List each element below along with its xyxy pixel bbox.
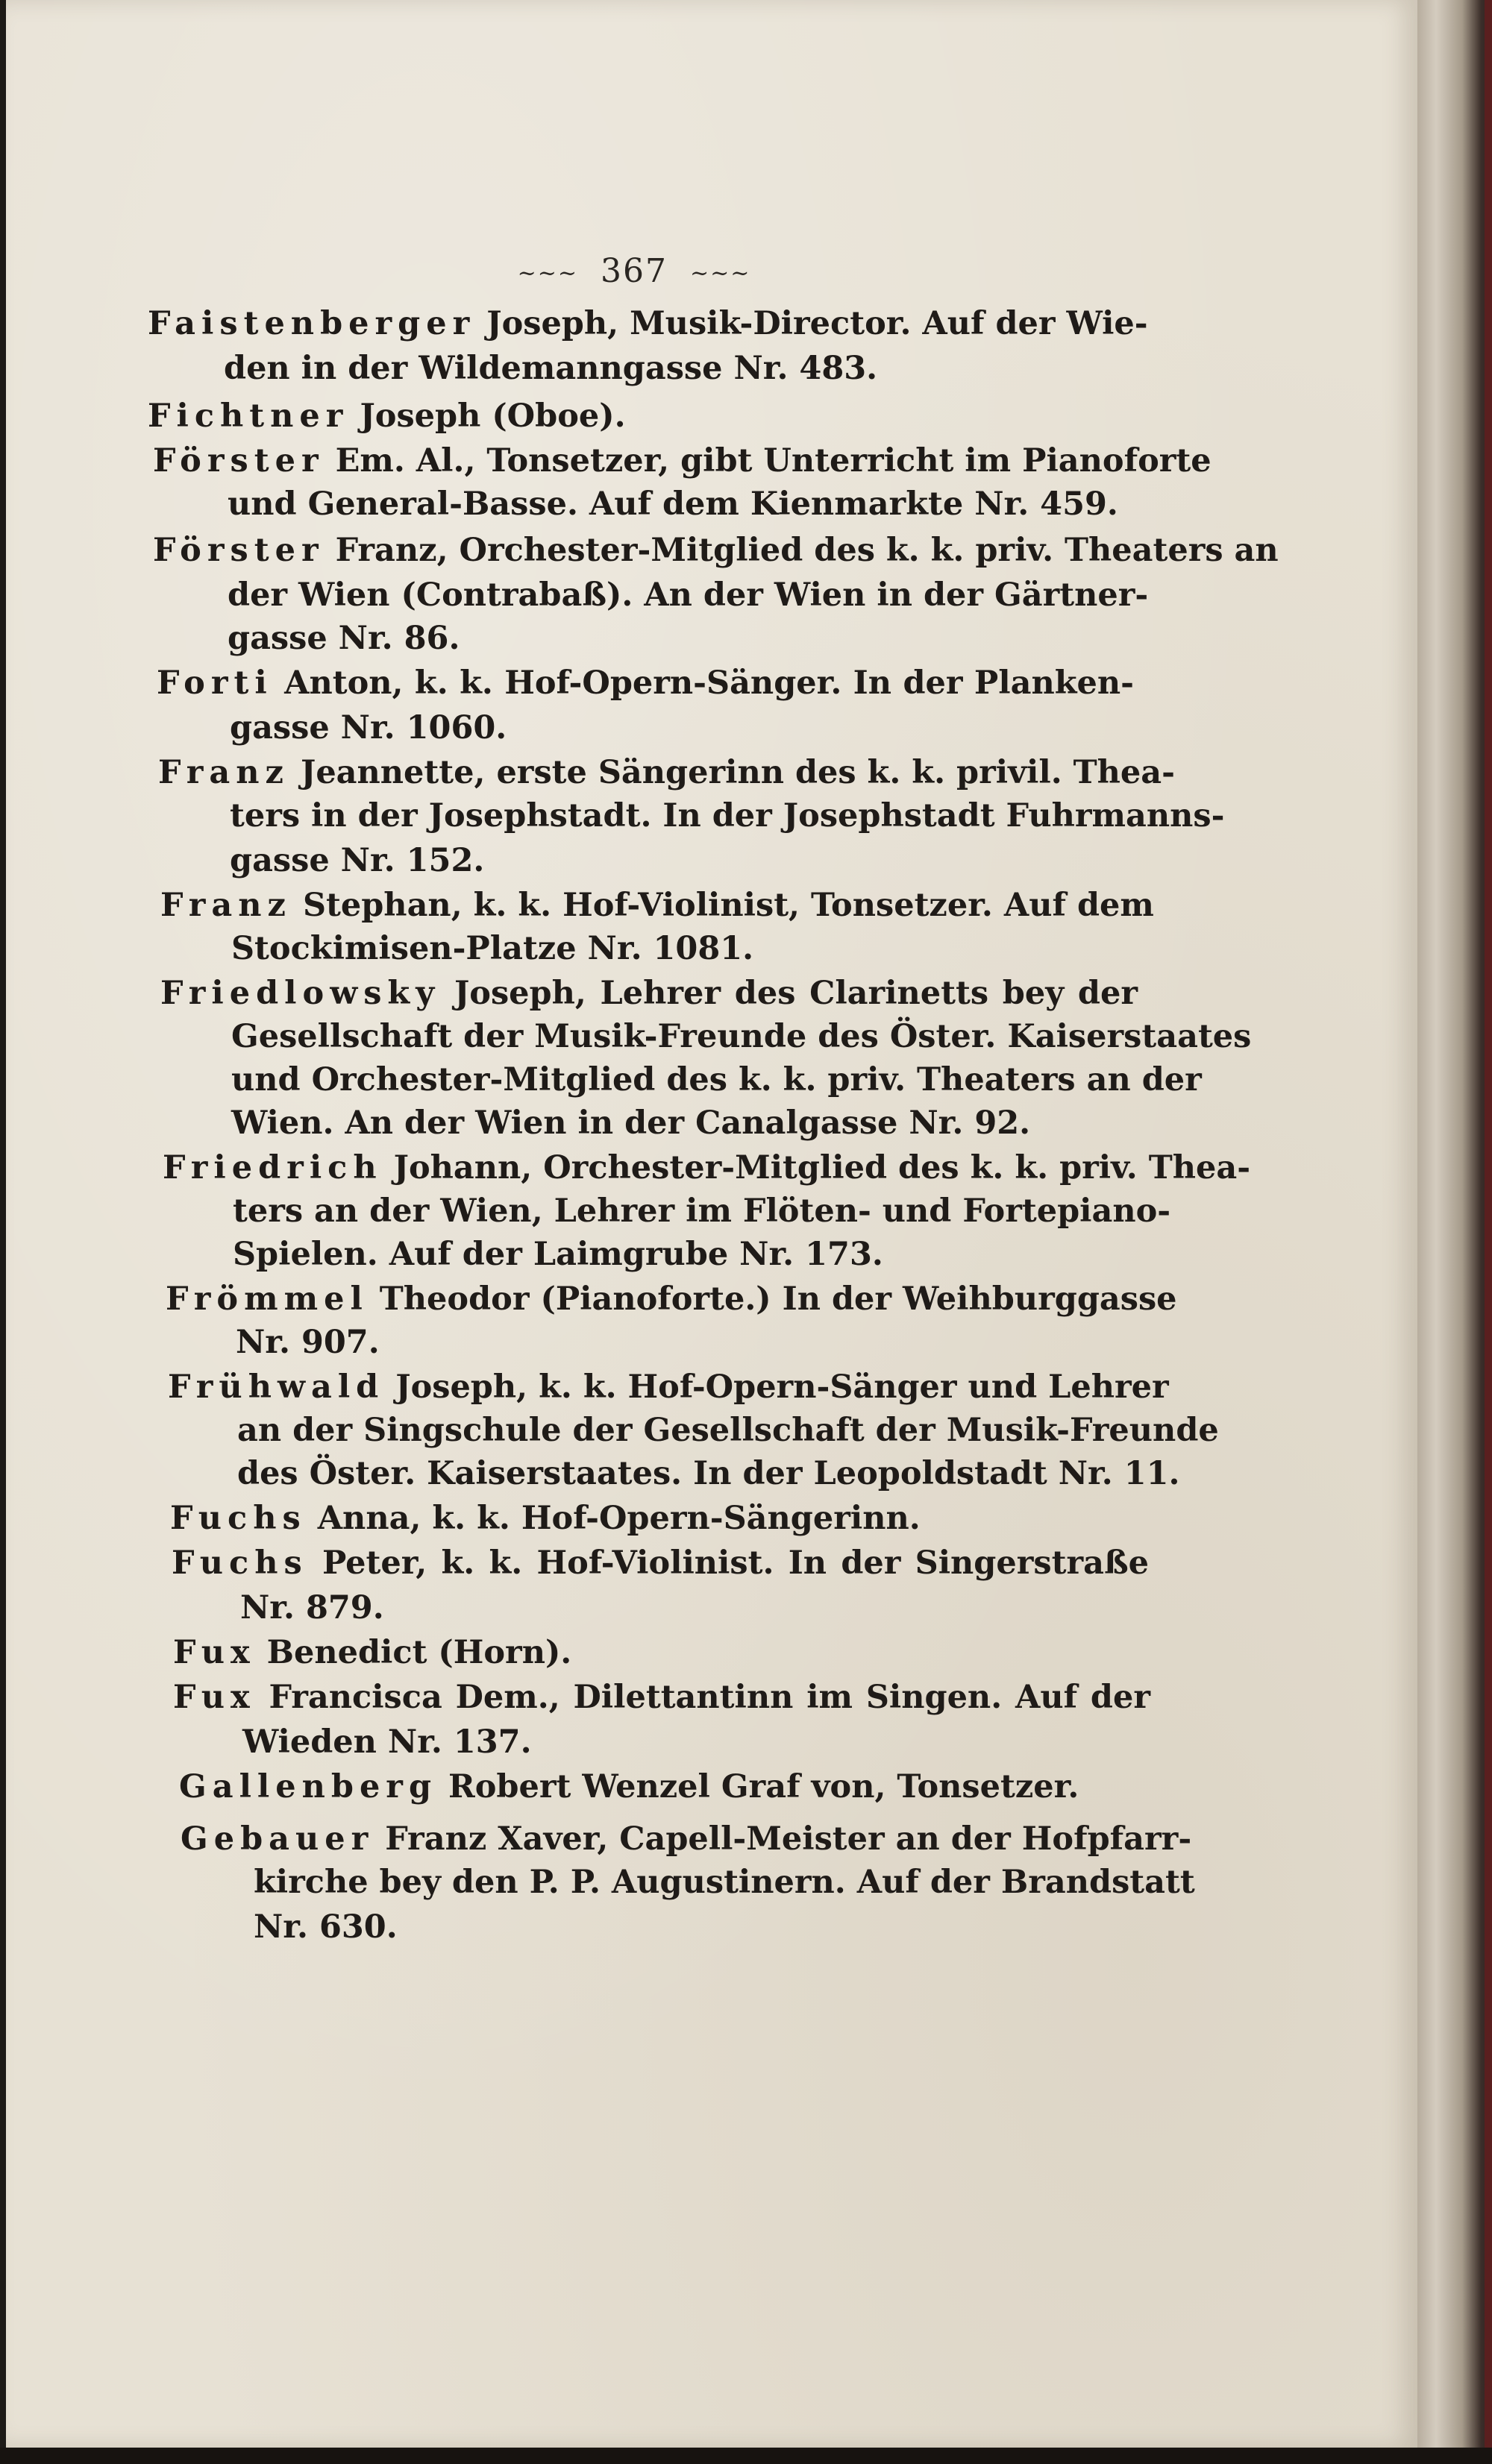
entry-text: Spielen. Auf der Laimgrube Nr. 173. [233,1236,883,1273]
entry-line [181,1820,1192,1858]
entry-surname: Förster [153,532,325,569]
entry-text: Francisca Dem., Dilettantinn im Singen. Auf der [269,1679,1150,1716]
entry-line [163,1148,1251,1187]
entry-surname: Fuchs [172,1544,308,1582]
entry-line [153,531,1279,570]
entry-line [240,1588,464,1627]
entry-line [168,1368,1169,1407]
entry-surname: Fux [173,1679,256,1716]
entry-line [160,886,1154,925]
entry-surname: Fichtner [148,397,349,435]
entry-line [254,1863,1195,1902]
entry-line [173,1633,621,1672]
entry-text: und General-Basse. Auf dem Kienmarkte Nr. 459. [228,485,1118,523]
scan-bottom-edge [0,2448,1492,2464]
entry-text: ters an der Wien, Lehrer im Flöten- und Fortepiano- [233,1192,1171,1230]
entry-text: Nr. 630. [254,1908,398,1946]
entry-text: Stockimisen-Platze Nr. 1081. [231,930,754,967]
entry-surname: Förster [153,442,325,480]
header-ornament-left: ~~~ [517,260,578,286]
entry-text: Stephan, k. k. Hof-Violinist, Tonsetzer. Auf dem [302,887,1154,924]
entry-surname: Friedlowsky [160,975,441,1012]
entry-text: der Wien (Contrabaß). An der Wien in der Gärtner- [228,576,1149,614]
entry-text: Nr. 879. [240,1589,384,1627]
entry-line [160,974,1138,1013]
entry-text: Robert Wenzel Graf von, Tonsetzer. [448,1768,1079,1805]
entry-line [231,929,753,968]
entry-line [157,664,1134,703]
header-ornament-right: ~~~ [689,260,751,286]
entry-line [233,1235,904,1274]
entry-line [172,1544,1149,1583]
entry-line [148,304,1148,343]
book-cover-edge [1485,0,1492,2464]
entry-text: Gesellschaft der Musik-Freunde des Öster. Kaiserstaates [231,1018,1252,1055]
entry-surname: Franz [158,754,289,791]
entry-text: kirche bey den P. P. Augustinern. Auf der Brandstatt [254,1864,1195,1901]
entry-text: Anna, k. k. Hof-Opern-Sängerinn. [317,1500,921,1537]
entry-text: an der Singschule der Gesellschaft der Musik-Freunde [237,1412,1219,1449]
entry-line [233,1192,1171,1231]
entry-text: Franz Xaver, Capell-Meister an der Hofpfarr- [385,1820,1192,1858]
entry-text: Peter, k. k. Hof-Violinist. In der Singerstraße [322,1544,1149,1582]
entry-line [228,576,1149,615]
entry-text: Joseph, Musik-Director. Auf der Wie- [486,305,1148,342]
entry-surname: Gallenberg [179,1768,438,1805]
entry-surname: Frühwald [168,1368,385,1406]
entry-text: gasse Nr. 152. [230,842,485,879]
entry-text: Benedict (Horn). [266,1634,572,1671]
entry-surname: Franz [160,887,292,924]
entry-line [179,1767,1079,1806]
entry-line [158,753,1175,792]
entry-text: Jeannette, erste Sängerinn des k. k. privil. Thea- [300,754,1175,791]
entry-line [228,619,526,658]
entry-text: Johann, Orchester-Mitglied des k. k. priv. Thea- [393,1149,1251,1187]
entry-surname: Fux [173,1634,256,1671]
entry-text: den in der Wildemanngasse Nr. 483. [224,350,878,387]
entry-text: Nr. 907. [236,1324,380,1361]
entry-line [236,1323,460,1362]
entry-line [254,1908,477,1946]
entry-line [228,485,1118,524]
entry-text: gasse Nr. 86. [228,620,460,657]
entry-line [231,1060,1202,1099]
entry-text: ters in der Josephstadt. In der Josephstadt Fuhrmanns- [230,797,1225,835]
page-number: 367 [601,252,668,290]
entry-line [230,708,528,747]
book-spine [1417,0,1492,2464]
entry-text: gasse Nr. 1060. [230,709,507,747]
entry-line [170,1499,921,1538]
entry-text: Wieden Nr. 137. [242,1723,532,1761]
entry-surname: Frömmel [166,1280,369,1318]
entry-text: des Öster. Kaiserstaates. In der Leopoldstadt Nr. 11. [237,1455,1180,1492]
entry-surname: Forti [157,664,273,702]
entry-text: Franz, Orchester-Mitglied des k. k. priv. Theaters an [335,532,1279,569]
entry-line [231,1017,1252,1056]
entry-line [242,1723,541,1761]
entry-text: Wien. An der Wien in der Canalgasse Nr. 92. [231,1104,1031,1142]
entry-line [230,796,1225,835]
entry-surname: Faistenberger [148,305,476,342]
entry-text: Anton, k. k. Hof-Opern-Sänger. In der Planken- [284,664,1134,702]
entry-line [237,1454,1180,1493]
entry-line [166,1280,1177,1319]
entry-line [230,841,528,880]
entry-line [148,397,626,436]
entry-surname: Friedrich [163,1149,383,1187]
entry-surname: Gebauer [181,1820,374,1858]
entry-text: und Orchester-Mitglied des k. k. priv. Theaters an der [231,1061,1202,1099]
entry-text: Joseph, k. k. Hof-Opern-Sänger und Lehrer [395,1368,1169,1406]
entry-line [173,1678,1150,1717]
entry-text: Theodor (Pianoforte.) In der Weihburggasse [379,1280,1177,1318]
entry-line [153,441,1212,480]
entry-line [237,1411,1219,1450]
entry-surname: Fuchs [170,1500,307,1537]
entry-text: Joseph, Lehrer des Clarinetts bey der [454,975,1138,1012]
entry-text: Joseph (Oboe). [360,397,626,435]
entry-line [231,1104,1052,1143]
entry-text: Em. Al., Tonsetzer, gibt Unterricht im Pianoforte [335,442,1212,480]
entry-line [224,349,970,388]
